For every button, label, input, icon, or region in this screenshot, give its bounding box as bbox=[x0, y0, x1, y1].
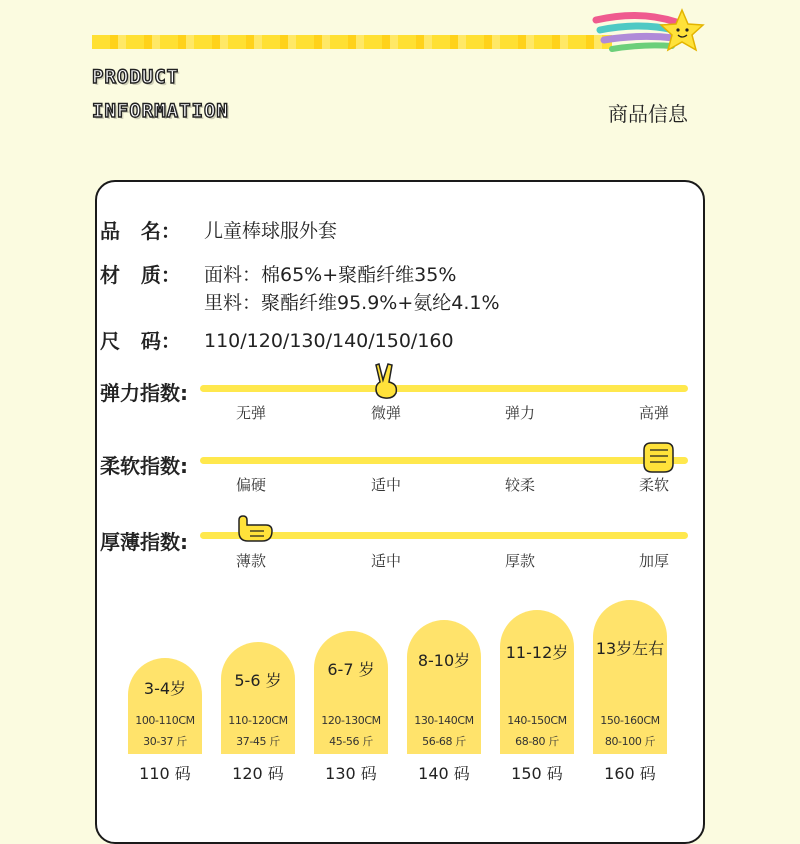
thickness-tick: 加厚 bbox=[638, 552, 670, 570]
elasticity-label: 弹力指数: bbox=[100, 381, 188, 405]
softness-tick: 偏硬 bbox=[235, 476, 267, 494]
size-age: 6-7 岁 bbox=[327, 660, 375, 679]
softness-label: 柔软指数: bbox=[100, 454, 188, 478]
header-title-zh: 商品信息 bbox=[608, 102, 688, 126]
size-weight: 68-80 斤 bbox=[515, 735, 559, 748]
size-weight: 30-37 斤 bbox=[143, 735, 187, 748]
fist-hand-icon bbox=[640, 440, 676, 474]
size-label: 尺 码： bbox=[100, 329, 181, 353]
size-height: 130-140CM bbox=[414, 714, 474, 727]
size-height: 100-110CM bbox=[135, 714, 195, 727]
size-height: 150-160CM bbox=[600, 714, 660, 727]
size-code: 160 码 bbox=[604, 764, 656, 783]
peace-hand-icon bbox=[370, 362, 402, 400]
product-name-label: 品 名： bbox=[100, 219, 181, 243]
elasticity-tick: 弹力 bbox=[504, 404, 536, 422]
material-line1: 面料：棉65%+聚酯纤维35% bbox=[204, 264, 457, 286]
elasticity-tick: 无弹 bbox=[235, 404, 267, 422]
softness-tick: 较柔 bbox=[504, 476, 536, 494]
thickness-tick: 厚款 bbox=[504, 552, 536, 570]
material-label: 材 质： bbox=[100, 263, 181, 287]
size-age: 8-10岁 bbox=[417, 651, 471, 670]
thickness-tick: 薄款 bbox=[235, 552, 267, 570]
size-code: 140 码 bbox=[418, 764, 470, 783]
thickness-label: 厚薄指数: bbox=[100, 530, 188, 554]
size-card bbox=[314, 631, 388, 754]
size-height: 140-150CM bbox=[507, 714, 567, 727]
softness-tick: 柔软 bbox=[638, 476, 670, 494]
header-stripe bbox=[92, 35, 612, 49]
product-name-value: 儿童棒球服外套 bbox=[204, 220, 338, 242]
size-age: 13岁左右 bbox=[595, 639, 665, 658]
shooting-star-icon bbox=[590, 6, 710, 62]
size-weight: 45-56 斤 bbox=[329, 735, 373, 748]
size-code: 110 码 bbox=[139, 764, 191, 783]
elasticity-bar bbox=[200, 385, 688, 392]
softness-bar bbox=[200, 457, 688, 464]
size-card bbox=[128, 658, 202, 754]
header-title-en-line1: PRODUCT bbox=[92, 66, 180, 88]
size-age: 5-6 岁 bbox=[234, 671, 282, 690]
size-weight: 37-45 斤 bbox=[236, 735, 280, 748]
size-code: 130 码 bbox=[325, 764, 377, 783]
size-height: 110-120CM bbox=[228, 714, 288, 727]
size-card bbox=[593, 600, 667, 754]
size-height: 120-130CM bbox=[321, 714, 381, 727]
size-age: 3-4岁 bbox=[143, 679, 187, 698]
size-card bbox=[407, 620, 481, 754]
size-value: 110/120/130/140/150/160 bbox=[204, 330, 454, 352]
size-weight: 80-100 斤 bbox=[604, 735, 656, 748]
thickness-tick: 适中 bbox=[370, 552, 402, 570]
size-card bbox=[500, 610, 574, 754]
size-card bbox=[221, 642, 295, 754]
size-age: 11-12岁 bbox=[505, 643, 569, 662]
softness-tick: 适中 bbox=[370, 476, 402, 494]
header-title-en-line2: INFORMATION bbox=[92, 100, 229, 122]
size-code: 150 码 bbox=[511, 764, 563, 783]
size-code: 120 码 bbox=[232, 764, 284, 783]
elasticity-tick: 微弹 bbox=[370, 404, 402, 422]
size-weight: 56-68 斤 bbox=[422, 735, 466, 748]
elasticity-tick: 高弹 bbox=[638, 404, 670, 422]
material-line2: 里料：聚酯纤维95.9%+氨纶4.1% bbox=[204, 292, 500, 314]
pointing-hand-icon bbox=[236, 514, 276, 544]
